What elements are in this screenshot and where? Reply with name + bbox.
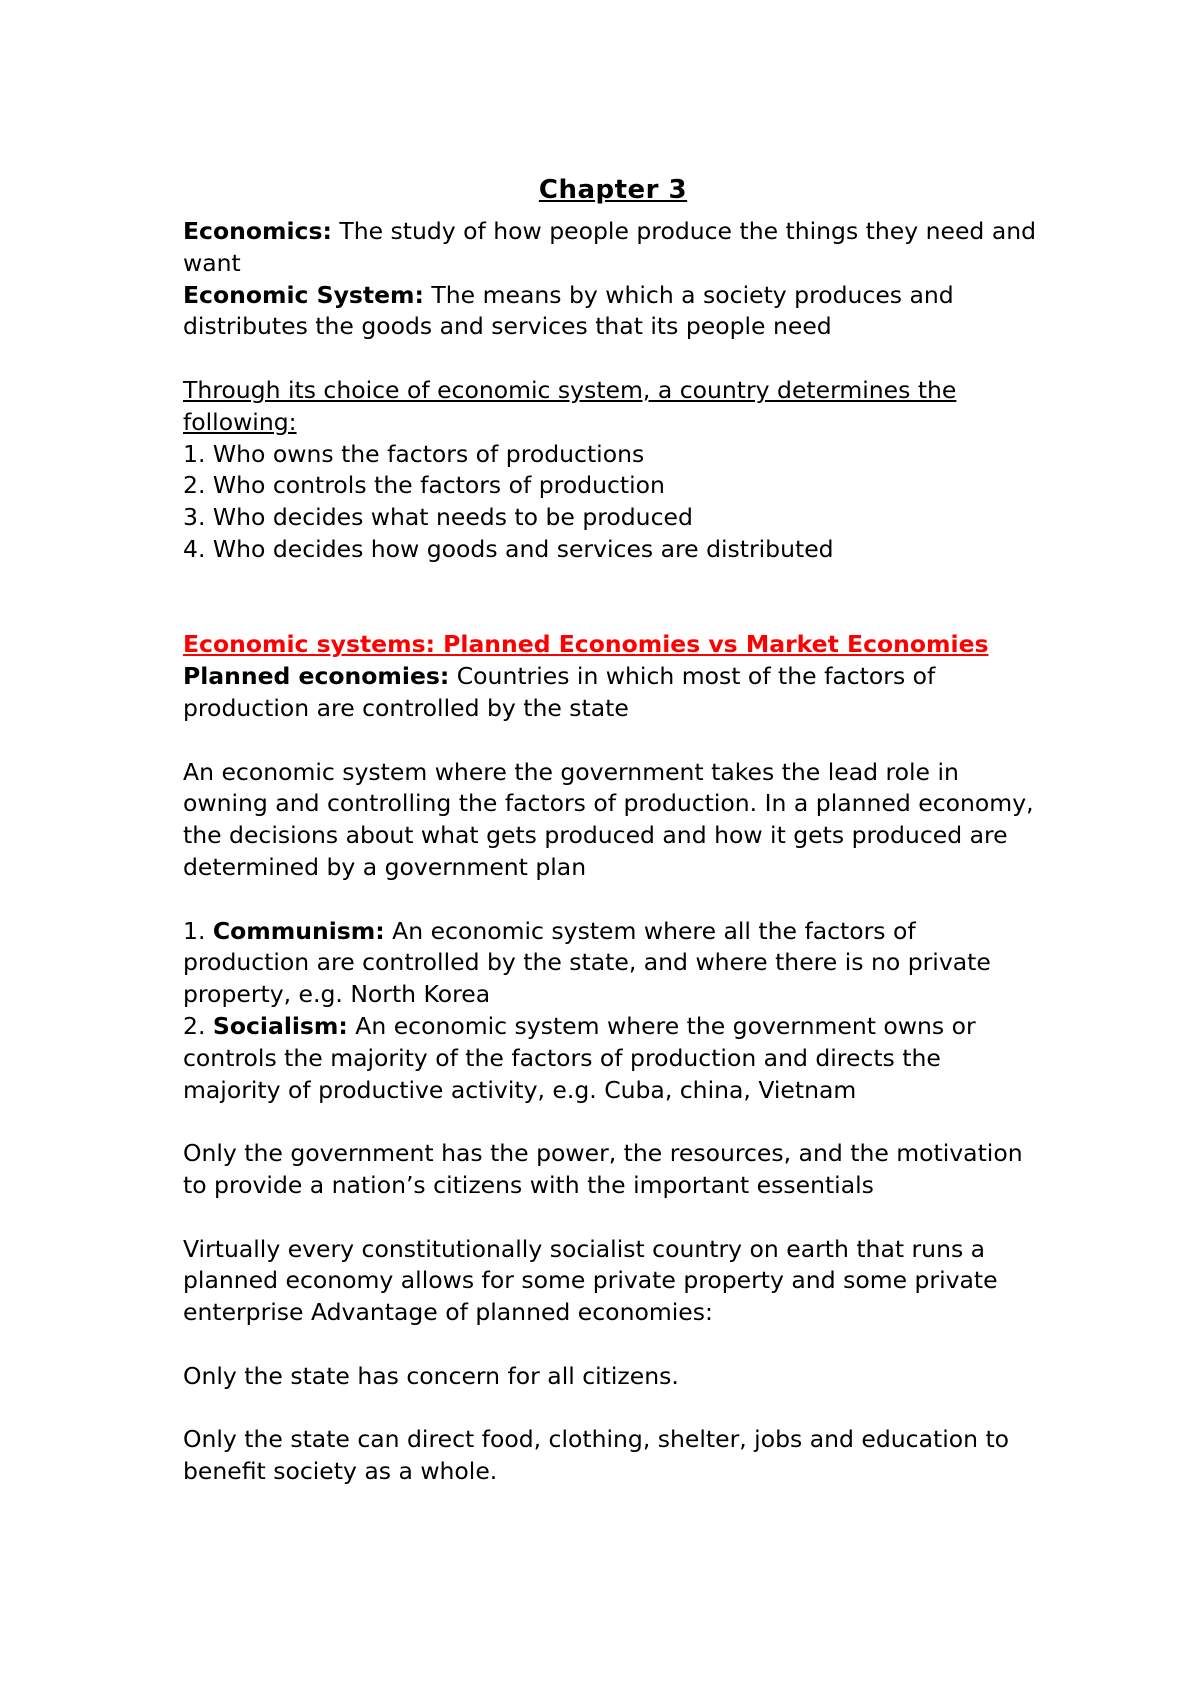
type-text: An economic system where the government owns or controls the majority of the factors of production and directs the majority of productive activity, e.g. Cuba, china, Vietnam — [183, 1011, 976, 1104]
planned-description: An economic system where the government takes the lead role in owning and controlling the factors of production. In a planned economy, the decisions about what gets produced and how it gets produced are determined by a government plan — [183, 757, 1034, 881]
type-term: Communism: — [212, 916, 385, 945]
definition-term: Economic System: — [183, 280, 424, 309]
type-number: 1. — [183, 916, 213, 945]
paragraph: Only the state has concern for all citizens. — [183, 1361, 679, 1390]
list-item: 3. Who decides what needs to be produced — [183, 503, 693, 532]
document-body — [183, 172, 1043, 1488]
definition-planned-economies — [183, 661, 1043, 725]
list-item: 1. Who owns the factors of productions — [183, 439, 645, 468]
list-item: 2. Who controls the factors of production — [183, 471, 665, 500]
type-communism — [183, 916, 1043, 1011]
type-number: 2. — [183, 1011, 213, 1040]
paragraph: Only the government has the power, the resources, and the motivation to provide a nation’s citizens with the important essentials — [183, 1139, 1023, 1199]
page-title: Chapter 3 — [538, 175, 688, 205]
definition-text: Countries in which most of the factors of production are controlled by the state — [183, 662, 936, 722]
choice-intro: Through its choice of economic system, a country determines the following: — [183, 375, 957, 436]
definition-economic-system — [183, 280, 1043, 344]
list-item: 4. Who decides how goods and services are distributed — [183, 534, 834, 563]
definition-text: The study of how people produce the things they need and want — [183, 217, 1037, 277]
type-text: An economic system where all the factors of production are controlled by the state, and where there is no private property, e.g. North Korea — [183, 916, 991, 1009]
type-term: Socialism: — [212, 1011, 348, 1040]
section-heading: Economic systems: Planned Economies vs Market Economies — [183, 630, 989, 659]
definition-term: Planned economies: — [183, 662, 450, 691]
paragraph: Virtually every constitutionally socialist country on earth that runs a planned economy allows for some private property and some private enterprise Advantage of planned economies: — [183, 1234, 998, 1327]
definition-term: Economics: — [183, 217, 332, 245]
type-socialism — [183, 1011, 1043, 1106]
definition-economics — [183, 216, 1043, 280]
paragraph: Only the state can direct food, clothing, shelter, jobs and education to benefit society as a whole. — [183, 1425, 1010, 1486]
definition-text: The means by which a society produces and distributes the goods and services that its people need — [183, 280, 954, 341]
